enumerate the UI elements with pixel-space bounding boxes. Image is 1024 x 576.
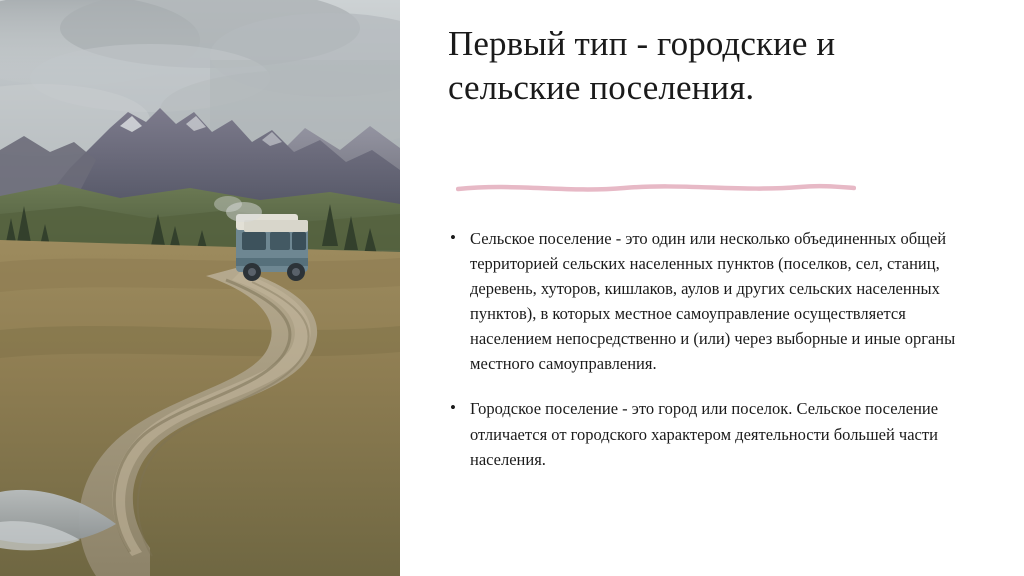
list-item: • Сельское поселение - это один или несколько объединенных общей территорией сельских населенных пунктов (поселков, сел, станиц, деревень, хуторов, кишлаков, аулов и других сельских населенных пунктов), в которых местное самоуправление осуществляется населением непосредственно и (или) через выборные и иные органы местного самоуправления. [448,226,968,376]
accent-divider [456,182,856,194]
page-title: Первый тип - городские и сельские поселения. [448,24,836,108]
list-item: • Городское поселение - это город или поселок. Сельское поселение отличается от городского характером деятельности большей части населения. [448,396,968,471]
mountain-road-photo [0,0,400,576]
text-panel [448,0,988,576]
bullet-list [448,226,968,492]
